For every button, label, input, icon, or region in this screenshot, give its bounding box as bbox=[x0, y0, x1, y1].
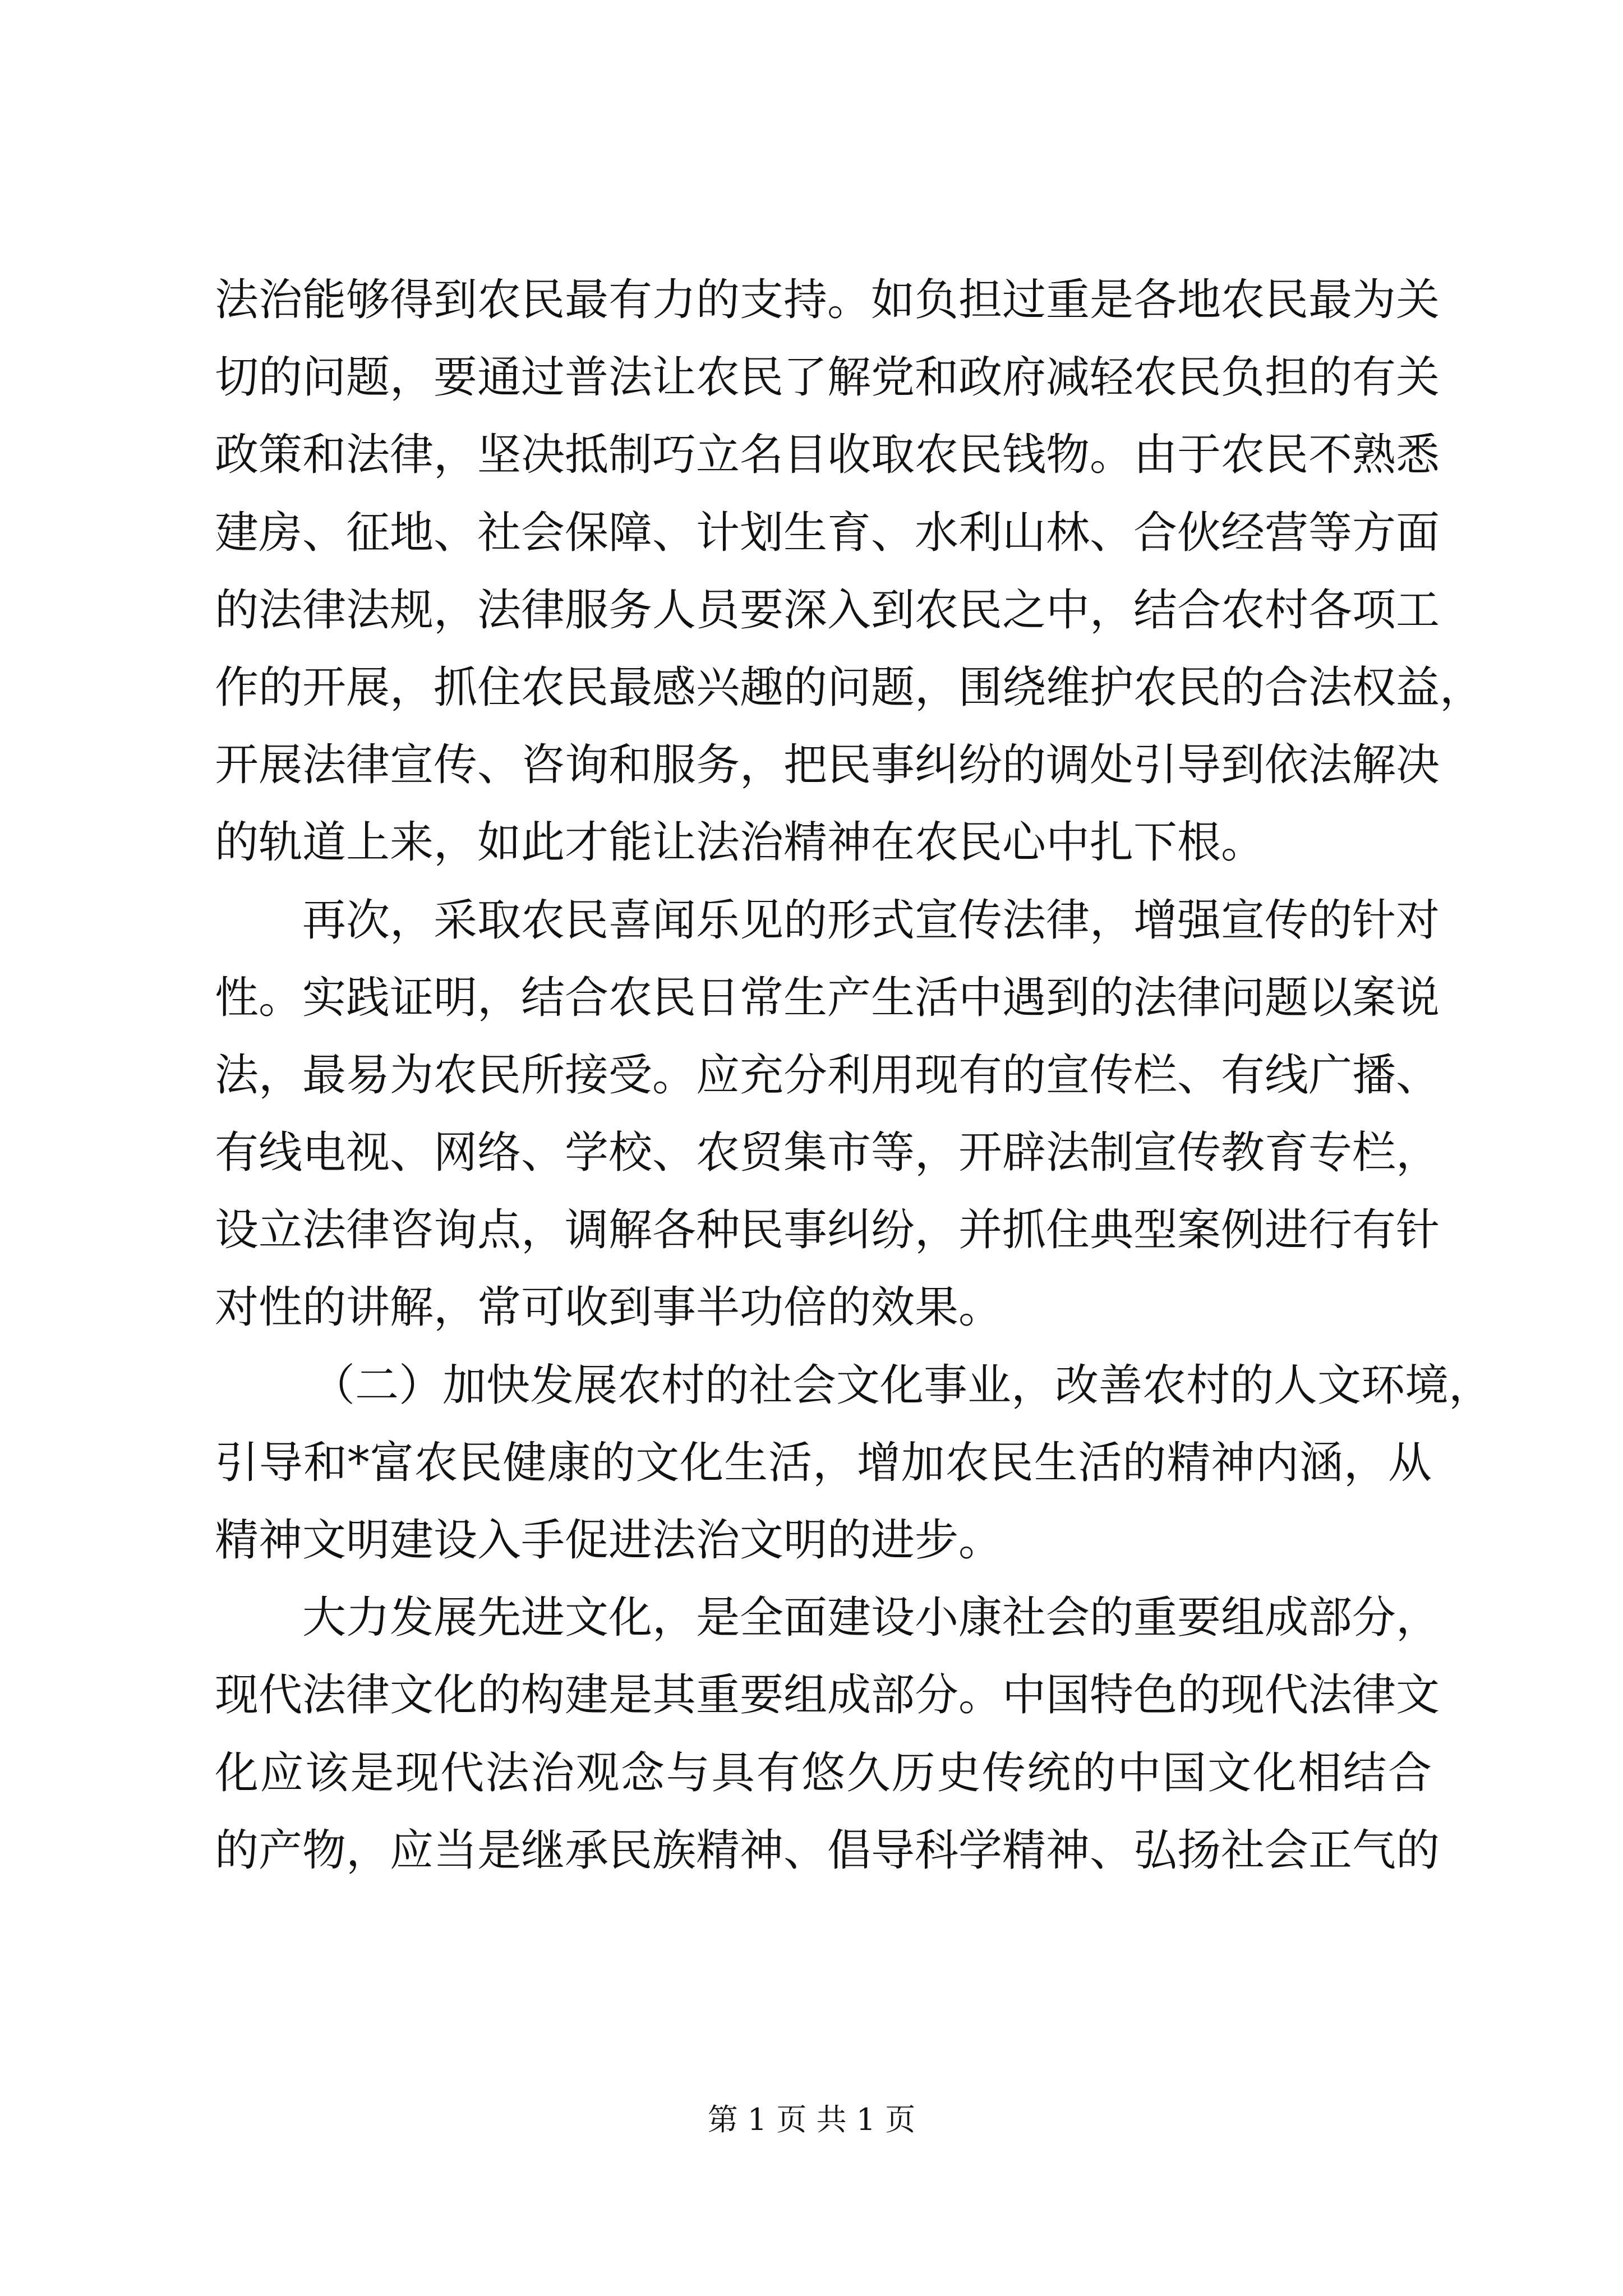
text-line: 法治能够得到农民最有力的支持。如负担过重是各地农民最为关 bbox=[215, 275, 1440, 325]
paragraph-4 bbox=[215, 1579, 1440, 1889]
text-line: 现代法律文化的构建是其重要组成部分。中国特色的现代法律文 bbox=[215, 1670, 1440, 1721]
text-line: 作的开展，抓住农民最感兴趣的问题，围绕维护农民的合法权益， bbox=[215, 662, 1484, 713]
paragraph-1 bbox=[215, 261, 1484, 882]
document-body bbox=[215, 261, 1493, 1889]
section-heading-line: 引导和*富农民健康的文化生活，增加农民生活的精神内涵，从 bbox=[215, 1437, 1432, 1488]
text-line: 政策和法律，坚决抵制巧立名目收取农民钱物。由于农民不熟悉 bbox=[215, 430, 1440, 481]
text-line: 开展法律宣传、咨询和服务，把民事纠纷的调处引导到依法解决 bbox=[215, 740, 1440, 791]
section-heading-line: （二）加快发展农村的社会文化事业，改善农村的人文环境， bbox=[311, 1360, 1493, 1411]
section-heading-line: 精神文明建设入手促进法治文明的进步。 bbox=[215, 1515, 1003, 1566]
text-line: 大力发展先进文化，是全面建设小康社会的重要组成部分， bbox=[302, 1593, 1440, 1644]
paragraph-2 bbox=[215, 882, 1440, 1347]
text-line: 法，最易为农民所接受。应充分利用现有的宣传栏、有线广播、 bbox=[215, 1050, 1440, 1101]
text-line: 有线电视、网络、学校、农贸集市等，开辟法制宣传教育专栏， bbox=[215, 1128, 1440, 1179]
text-line: 的产物，应当是继承民族精神、倡导科学精神、弘扬社会正气的 bbox=[215, 1825, 1440, 1876]
text-line: 再次，采取农民喜闻乐见的形式宣传法律，增强宣传的针对 bbox=[302, 895, 1440, 946]
paragraph-3 bbox=[215, 1347, 1493, 1580]
text-line: 设立法律咨询点，调解各种民事纠纷，并抓住典型案例进行有针 bbox=[215, 1205, 1440, 1256]
text-line: 化应该是现代法治观念与具有悠久历史传统的中国文化相结合 bbox=[215, 1747, 1432, 1798]
text-line: 建房、征地、社会保障、计划生育、水利山林、合伙经营等方面 bbox=[215, 507, 1440, 558]
page-footer bbox=[0, 2100, 1623, 2139]
text-line: 对性的讲解，常可收到事半功倍的效果。 bbox=[215, 1282, 1003, 1333]
page-number-label: 第 1 页 共 1 页 bbox=[707, 2102, 916, 2137]
text-line: 性。实践证明，结合农民日常生产生活中遇到的法律问题以案说 bbox=[215, 972, 1440, 1023]
text-line: 切的问题，要通过普法让农民了解党和政府减轻农民负担的有关 bbox=[215, 352, 1440, 403]
text-line: 的轨道上来，如此才能让法治精神在农民心中扎下根。 bbox=[215, 817, 1265, 868]
text-line: 的法律法规，法律服务人员要深入到农民之中，结合农村各项工 bbox=[215, 585, 1440, 636]
